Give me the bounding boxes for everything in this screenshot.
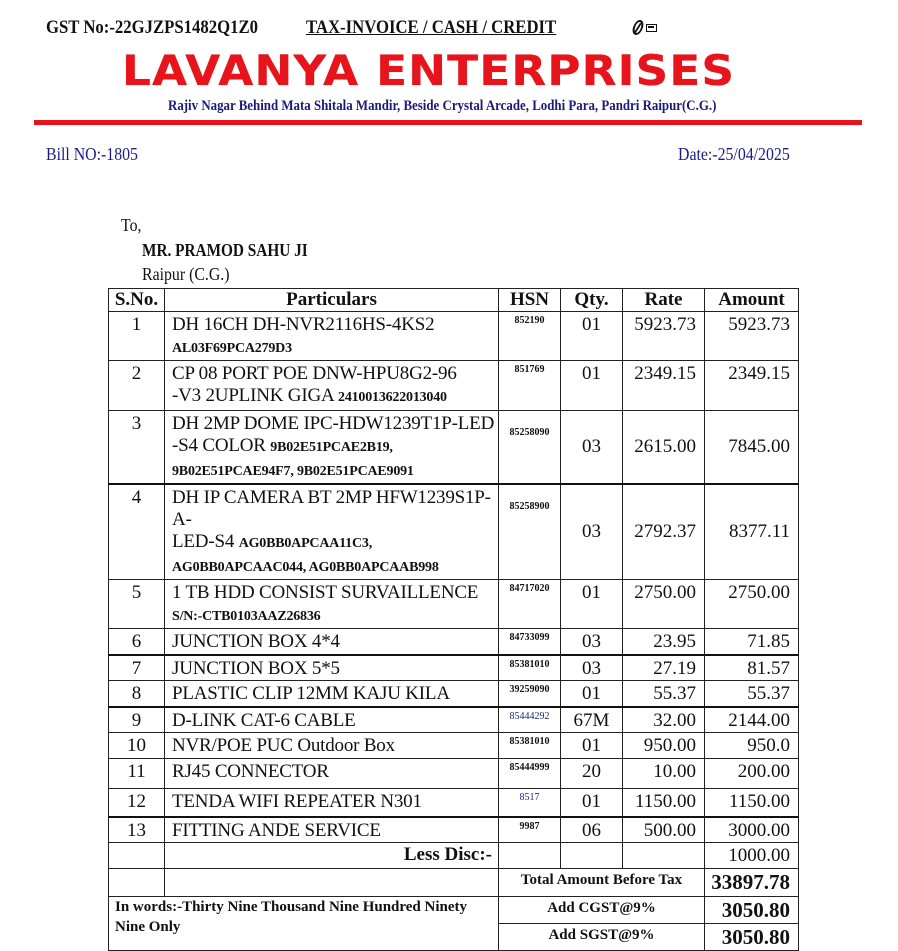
customer-city: Raipur (C.G.) bbox=[142, 264, 230, 284]
item-description: DH IP CAMERA BT 2MP HFW1239S1P-A- bbox=[172, 487, 491, 530]
item-serial: AL03F69PCA279D3 bbox=[172, 341, 292, 356]
sgst-label: Add SGST@9% bbox=[499, 924, 705, 951]
row-hsn: 85258900 bbox=[499, 484, 561, 580]
row-hsn: 39259090 bbox=[499, 681, 561, 707]
discount-label: Less Disc:- bbox=[165, 843, 499, 869]
row-sno: 3 bbox=[109, 411, 165, 485]
header-qty: Qty. bbox=[561, 289, 623, 312]
row-qty: 03 bbox=[561, 629, 623, 655]
gst-number: GST No:-22GJZPS1482Q1Z0 bbox=[46, 17, 258, 38]
row-qty: 01 bbox=[561, 312, 623, 361]
mail-icon bbox=[646, 24, 657, 32]
row-rate: 500.00 bbox=[623, 817, 705, 843]
row-sno: 13 bbox=[109, 817, 165, 843]
empty-cell bbox=[165, 869, 499, 897]
row-amount: 5923.73 bbox=[705, 312, 799, 361]
total-before-tax-value: 33897.78 bbox=[705, 869, 799, 897]
amount-in-words: In words:-Thirty Nine Thousand Nine Hundred Ninety Nine Only bbox=[109, 897, 499, 951]
row-hsn: 84717020 bbox=[499, 580, 561, 629]
row-sno: 12 bbox=[109, 789, 165, 817]
table-row bbox=[109, 580, 799, 629]
cgst-row bbox=[109, 897, 799, 924]
row-amount: 1150.00 bbox=[705, 789, 799, 817]
to-label: To, bbox=[121, 215, 142, 235]
row-particulars bbox=[165, 411, 499, 485]
table-row bbox=[109, 361, 799, 411]
row-amount: 81.57 bbox=[705, 655, 799, 681]
sgst-value: 3050.80 bbox=[705, 924, 799, 951]
row-rate: 2349.15 bbox=[623, 361, 705, 411]
row-amount: 8377.11 bbox=[705, 484, 799, 580]
header-divider bbox=[34, 120, 862, 125]
discount-row bbox=[109, 843, 799, 869]
row-qty: 67M bbox=[561, 707, 623, 733]
header-sno: S.No. bbox=[109, 289, 165, 312]
row-rate: 23.95 bbox=[623, 629, 705, 655]
items-table bbox=[108, 288, 799, 951]
row-qty: 03 bbox=[561, 484, 623, 580]
total-before-tax-row bbox=[109, 869, 799, 897]
row-sno: 10 bbox=[109, 733, 165, 759]
row-amount: 950.0 bbox=[705, 733, 799, 759]
item-description: DH 16CH DH-NVR2116HS-4KS2 bbox=[172, 314, 435, 335]
table-row bbox=[109, 789, 799, 817]
row-amount: 3000.00 bbox=[705, 817, 799, 843]
table-row bbox=[109, 817, 799, 843]
discount-value: 1000.00 bbox=[705, 843, 799, 869]
row-amount: 55.37 bbox=[705, 681, 799, 707]
table-row bbox=[109, 655, 799, 681]
row-qty: 03 bbox=[561, 411, 623, 485]
row-rate: 27.19 bbox=[623, 655, 705, 681]
table-row bbox=[109, 681, 799, 707]
row-sno: 2 bbox=[109, 361, 165, 411]
row-hsn: 84733099 bbox=[499, 629, 561, 655]
customer-name: MR. PRAMOD SAHU JI bbox=[142, 240, 308, 260]
row-qty: 20 bbox=[561, 759, 623, 789]
row-hsn: 852190 bbox=[499, 312, 561, 361]
row-hsn: 9987 bbox=[499, 817, 561, 843]
table-row bbox=[109, 411, 799, 485]
row-particulars: RJ45 CONNECTOR bbox=[165, 759, 499, 789]
row-qty: 06 bbox=[561, 817, 623, 843]
row-rate: 5923.73 bbox=[623, 312, 705, 361]
bill-number: Bill NO:-1805 bbox=[46, 144, 138, 164]
row-rate: 55.37 bbox=[623, 681, 705, 707]
header-particulars: Particulars bbox=[165, 289, 499, 312]
cgst-label: Add CGST@9% bbox=[499, 897, 705, 924]
item-description: 1 TB HDD CONSIST SURVAILLENCE bbox=[172, 582, 479, 603]
contact-icons bbox=[633, 20, 657, 35]
row-rate: 1150.00 bbox=[623, 789, 705, 817]
row-qty: 01 bbox=[561, 789, 623, 817]
row-sno: 5 bbox=[109, 580, 165, 629]
row-particulars: JUNCTION BOX 5*5 bbox=[165, 655, 499, 681]
row-amount: 200.00 bbox=[705, 759, 799, 789]
empty-cell bbox=[499, 843, 561, 869]
row-sno: 4 bbox=[109, 484, 165, 580]
empty-cell bbox=[561, 843, 623, 869]
row-rate: 32.00 bbox=[623, 707, 705, 733]
row-sno: 1 bbox=[109, 312, 165, 361]
empty-cell bbox=[623, 843, 705, 869]
item-serial-2: AG0BB0APCAAC044, AG0BB0APCAAB998 bbox=[172, 560, 439, 575]
row-rate: 2750.00 bbox=[623, 580, 705, 629]
item-description-cont: -V3 2UPLINK GIGA bbox=[172, 385, 339, 406]
item-serial-2: 9B02E51PCAE94F7, 9B02E51PCAE9091 bbox=[172, 464, 414, 479]
item-serial: 2410013622013040 bbox=[338, 390, 447, 405]
row-hsn: 85444292 bbox=[499, 707, 561, 733]
row-hsn: 85381010 bbox=[499, 655, 561, 681]
table-row bbox=[109, 707, 799, 733]
row-amount: 2349.15 bbox=[705, 361, 799, 411]
row-qty: 01 bbox=[561, 733, 623, 759]
row-qty: 03 bbox=[561, 655, 623, 681]
header-hsn: HSN bbox=[499, 289, 561, 312]
table-row bbox=[109, 759, 799, 789]
row-particulars: TENDA WIFI REPEATER N301 bbox=[165, 789, 499, 817]
row-qty: 01 bbox=[561, 580, 623, 629]
row-rate: 950.00 bbox=[623, 733, 705, 759]
item-serial: 9B02E51PCAE2B19, bbox=[270, 440, 393, 455]
row-particulars: NVR/POE PUC Outdoor Box bbox=[165, 733, 499, 759]
invoice-type: TAX-INVOICE / CASH / CREDIT bbox=[306, 17, 557, 38]
row-sno: 6 bbox=[109, 629, 165, 655]
item-description-cont: LED-S4 bbox=[172, 531, 239, 552]
row-particulars: JUNCTION BOX 4*4 bbox=[165, 629, 499, 655]
row-particulars bbox=[165, 361, 499, 411]
row-particulars: D-LINK CAT-6 CABLE bbox=[165, 707, 499, 733]
row-particulars bbox=[165, 312, 499, 361]
row-amount: 71.85 bbox=[705, 629, 799, 655]
company-address: Rajiv Nagar Behind Mata Shitala Mandir, Beside Crystal Arcade, Lodhi Para, Pandri Raipur(C.G.) bbox=[168, 98, 717, 114]
cgst-value: 3050.80 bbox=[705, 897, 799, 924]
item-serial: S/N:-CTB0103AAZ26836 bbox=[172, 609, 321, 624]
row-qty: 01 bbox=[561, 361, 623, 411]
row-rate: 2615.00 bbox=[623, 411, 705, 485]
item-description: CP 08 PORT POE DNW-HPU8G2-96 bbox=[172, 363, 457, 384]
row-sno: 8 bbox=[109, 681, 165, 707]
row-hsn: 8517 bbox=[499, 789, 561, 817]
header-rate: Rate bbox=[623, 289, 705, 312]
row-qty: 01 bbox=[561, 681, 623, 707]
bill-date: Date:-25/04/2025 bbox=[678, 144, 790, 164]
empty-cell bbox=[109, 843, 165, 869]
row-particulars: PLASTIC CLIP 12MM KAJU KILA bbox=[165, 681, 499, 707]
row-amount: 2750.00 bbox=[705, 580, 799, 629]
row-hsn: 85444999 bbox=[499, 759, 561, 789]
company-name: LAVANYA ENTERPRISES bbox=[122, 46, 736, 95]
table-header-row bbox=[109, 289, 799, 312]
row-particulars: FITTING ANDE SERVICE bbox=[165, 817, 499, 843]
row-hsn: 85258090 bbox=[499, 411, 561, 485]
phone-icon bbox=[631, 20, 645, 35]
row-hsn: 851769 bbox=[499, 361, 561, 411]
header-amount: Amount bbox=[705, 289, 799, 312]
row-particulars bbox=[165, 580, 499, 629]
row-rate: 10.00 bbox=[623, 759, 705, 789]
item-serial: AG0BB0APCAA11C3, bbox=[238, 536, 372, 551]
table-row bbox=[109, 629, 799, 655]
row-amount: 2144.00 bbox=[705, 707, 799, 733]
empty-cell bbox=[109, 869, 165, 897]
row-particulars bbox=[165, 484, 499, 580]
total-before-tax-label: Total Amount Before Tax bbox=[499, 869, 705, 897]
row-sno: 9 bbox=[109, 707, 165, 733]
row-hsn: 85381010 bbox=[499, 733, 561, 759]
item-description-cont: -S4 COLOR bbox=[172, 435, 271, 456]
row-rate: 2792.37 bbox=[623, 484, 705, 580]
table-row bbox=[109, 312, 799, 361]
row-sno: 7 bbox=[109, 655, 165, 681]
item-description: DH 2MP DOME IPC-HDW1239T1P-LED bbox=[172, 413, 495, 434]
row-amount: 7845.00 bbox=[705, 411, 799, 485]
table-row bbox=[109, 484, 799, 580]
table-row bbox=[109, 733, 799, 759]
row-sno: 11 bbox=[109, 759, 165, 789]
